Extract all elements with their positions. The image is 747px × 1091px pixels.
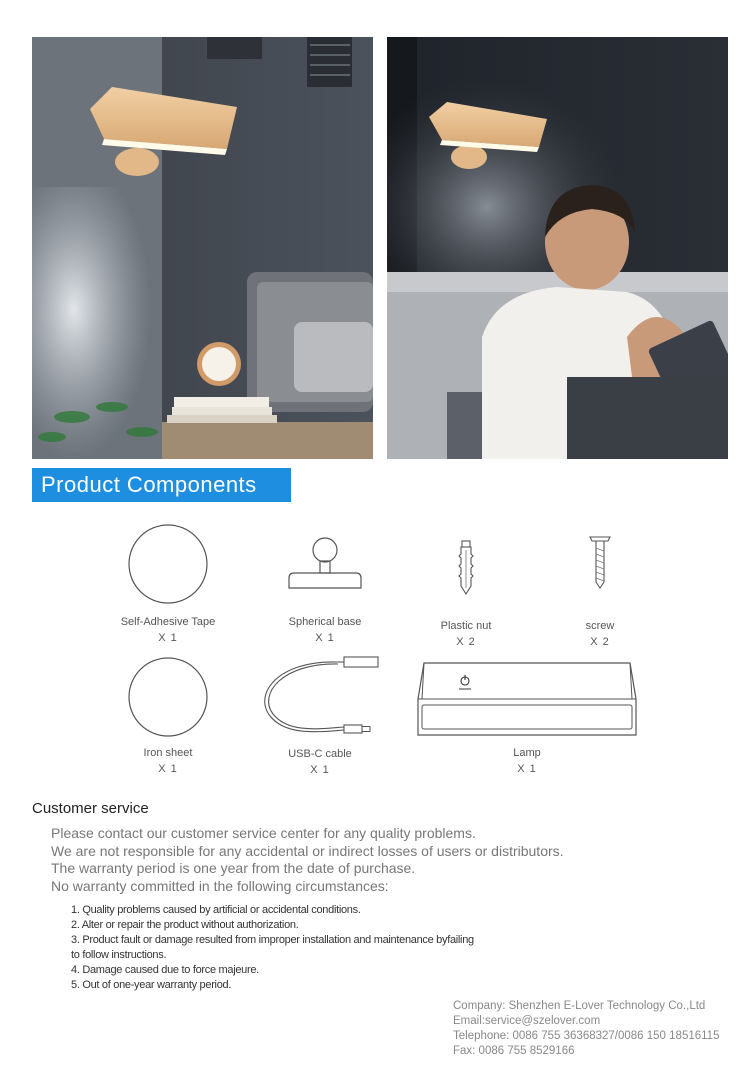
circle-pad-icon <box>126 522 210 606</box>
cs-paragraph: Please contact our customer service center for any quality problems. <box>51 825 476 841</box>
lifestyle-photo-reading <box>387 37 728 459</box>
cs-paragraph: The warranty period is one year from the date of purchase. <box>51 860 416 876</box>
cs-paragraph: No warranty committed in the following circumstances: <box>51 877 389 894</box>
component-quantity: X 1 <box>315 632 335 644</box>
list-item: 4. Damage caused due to force majeure. <box>71 964 259 976</box>
contact-fax: Fax: 0086 755 8529166 <box>453 1045 575 1057</box>
cs-paragraph: We are not responsible for any accidental or indirect losses of users or distributors. <box>51 842 564 859</box>
screw-icon <box>588 534 612 590</box>
component-label: Spherical base <box>288 616 362 628</box>
list-item: to follow instructions. <box>71 949 167 961</box>
contact-company: Company: Shenzhen E-Lover Technology Co.,Ltd <box>453 1000 706 1012</box>
contact-email: Email:service@szelover.com <box>453 1015 601 1027</box>
component-label: Iron sheet <box>143 747 193 759</box>
component-label: screw <box>585 620 615 632</box>
warranty-exclusion-list <box>71 903 474 993</box>
component-label: Self-Adhesive Tape <box>120 616 216 628</box>
contact-info <box>453 999 719 1059</box>
component-quantity: X 1 <box>517 763 537 775</box>
component-label: USB-C cable <box>288 748 352 760</box>
component-screw <box>560 534 640 650</box>
component-quantity: X 2 <box>456 636 476 648</box>
component-quantity: X 1 <box>310 764 330 776</box>
component-self-adhesive-tape <box>108 522 228 646</box>
component-quantity: X 1 <box>158 632 178 644</box>
iron-sheet-icon <box>126 655 210 739</box>
component-spherical-base <box>265 530 385 646</box>
customer-service-title: Customer service <box>32 800 149 817</box>
component-label: Lamp <box>513 747 541 759</box>
spherical-base-icon <box>283 530 367 606</box>
lamp-icon <box>414 661 640 739</box>
list-item: 3. Product fault or damage resulted from improper installation and maintenance byfailing <box>71 934 474 946</box>
plastic-nut-icon <box>456 540 476 596</box>
component-usb-c-cable <box>255 654 385 778</box>
lifestyle-photo-bedside <box>32 37 373 459</box>
usb-cable-icon <box>258 654 383 740</box>
component-quantity: X 2 <box>590 636 610 648</box>
customer-service-paragraphs <box>51 825 564 895</box>
component-label: Plastic nut <box>440 620 492 632</box>
product-components-banner: Product Components <box>32 468 291 502</box>
contact-telephone: Telephone: 0086 755 36368327/0086 150 18516115 <box>453 1030 720 1042</box>
list-item: 5. Out of one-year warranty period. <box>71 979 232 991</box>
list-item: 1. Quality problems caused by artificial or accidental conditions. <box>71 904 361 916</box>
component-iron-sheet <box>108 655 228 777</box>
list-item: 2. Alter or repair the product without authorization. <box>71 919 299 931</box>
component-lamp <box>412 661 642 777</box>
component-quantity: X 1 <box>158 763 178 775</box>
component-plastic-nut <box>416 540 516 650</box>
